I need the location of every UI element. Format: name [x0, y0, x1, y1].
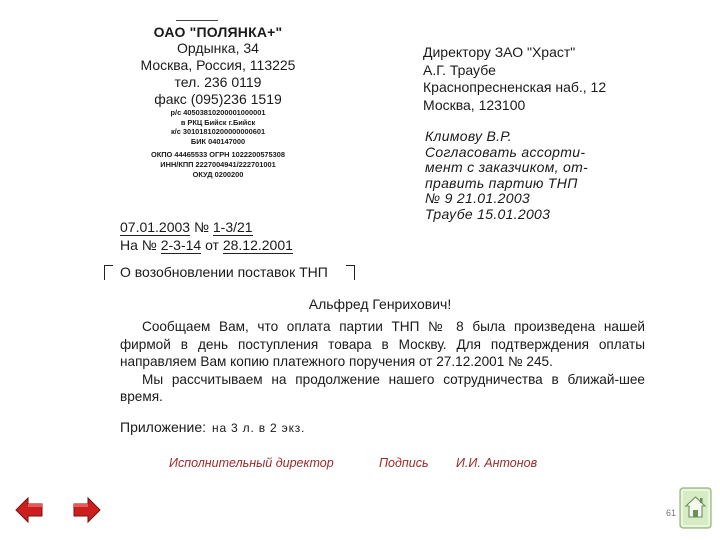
- page-number: 61: [666, 508, 677, 518]
- sender-bank-line: в РКЦ Бийск г.Бийск: [180, 117, 256, 127]
- resolution-line: № 9 21.01.2003: [425, 190, 530, 207]
- sender-rule: [176, 20, 218, 21]
- sender-block: [118, 24, 318, 179]
- sender-bank-line: р/с 40503810200001000001: [170, 108, 266, 117]
- reference-from: от: [205, 237, 219, 253]
- previous-slide-button[interactable]: [14, 495, 44, 525]
- sender-address-line: тел. 236 0119: [174, 74, 262, 90]
- sender-address-line: факс (095)236 1519: [154, 91, 282, 107]
- home-icon: [679, 487, 712, 529]
- registration-date: 07.01.2003: [120, 219, 191, 235]
- arrow-right-icon: [72, 495, 102, 525]
- resolution-line: Согласовать ассорти-: [425, 143, 586, 160]
- sender-bank-line: БИК 040147000: [190, 136, 246, 146]
- body-paragraph: Сообщаем Вам, что оплата партии ТНП № 8 была произведена нашей фирмой в день поступления товара в Москву. Для подтверждения оплаты направляем Вам копию платежного поручения от 27.12.2001 № 245.: [120, 319, 645, 369]
- letter-body: [120, 318, 645, 406]
- recipient-line: Директору ЗАО "Храст": [423, 44, 576, 60]
- recipient-line: А.Г. Траубе: [423, 61, 496, 78]
- subject-bracket-right: [346, 265, 355, 280]
- subject-line: О возобновлении поставок ТНП: [120, 264, 328, 280]
- appendix-value: на 3 л. в 2 экз.: [212, 421, 306, 435]
- resolution-line: Траубе 15.01.2003: [425, 205, 551, 222]
- resolution-line: мент с заказчиком, от-: [425, 159, 588, 176]
- resolution-block: [425, 129, 588, 223]
- arrow-left-icon: [14, 495, 44, 525]
- sender-bank-line: ИНН/КПП 2227004941/222701001: [160, 159, 276, 169]
- resolution-line: Климову В.Р.: [425, 128, 512, 144]
- sender-bank-line: ОКПО 44465533 ОГРН 1022200575308: [150, 150, 285, 160]
- sender-bank-line: ОКУД 0200200: [192, 169, 244, 179]
- reference-number: 2-3-14: [160, 237, 202, 253]
- greeting: Альфред Генрихович!: [308, 296, 452, 312]
- registration-line: [120, 219, 253, 236]
- reference-date: 28.12.2001: [222, 237, 293, 253]
- next-slide-button[interactable]: [72, 495, 102, 525]
- signature-name: И.И. Антонов: [456, 456, 538, 470]
- appendix-label: Приложение:: [120, 419, 207, 435]
- registration-no-label: №: [193, 219, 209, 235]
- body-paragraph: Мы рассчитываем на продолжение нашего сотрудничества в ближай-шее время.: [120, 371, 645, 404]
- reference-label: На №: [120, 237, 157, 253]
- recipient-block: [423, 44, 606, 114]
- sender-address-line: Ордынка, 34: [177, 40, 259, 56]
- reference-line: [120, 237, 293, 254]
- signature-sign: Подпись: [379, 456, 429, 470]
- subject-bracket-left: [104, 265, 113, 280]
- sender-address-line: Москва, Россия, 113225: [140, 57, 296, 73]
- recipient-line: Краснопресненская наб., 12: [423, 79, 607, 95]
- recipient-line: Москва, 123100: [423, 96, 526, 113]
- registration-number: 1-3/21: [212, 219, 253, 235]
- resolution-line: править партию ТНП: [425, 174, 578, 191]
- home-button[interactable]: [679, 487, 712, 529]
- sender-bank-line: к/с 30101810200000000601: [170, 127, 266, 137]
- sender-org: ОАО "ПОЛЯНКА+": [153, 24, 283, 40]
- signature-position: Исполнительный директор: [169, 456, 334, 470]
- appendix-line: [120, 419, 305, 435]
